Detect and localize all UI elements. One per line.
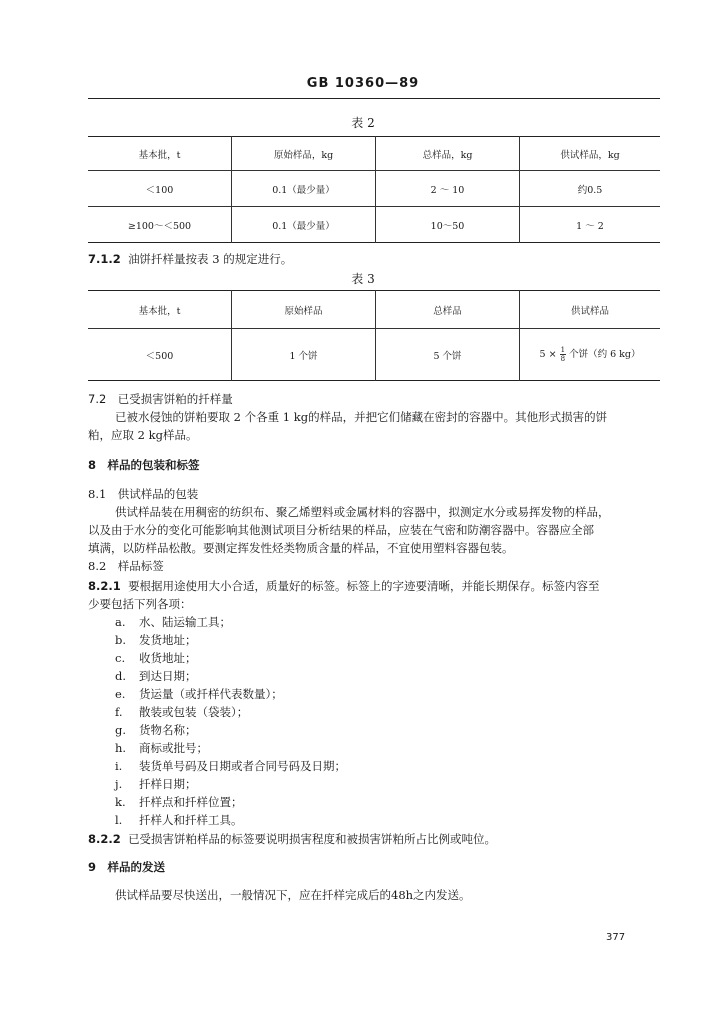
list-label: i. [115,759,123,773]
clause-7-1-2 [88,250,292,268]
table-cell: 1 ～ 2 [520,207,661,243]
list-label: e. [115,687,126,701]
fraction-numerator: 1 [560,346,566,354]
table-cell: 0.1（最少量） [232,207,376,243]
list-text: 到达日期； [139,669,197,683]
list-text: 货运量（或扦样代表数量）； [139,687,283,701]
paragraph-line: 供试样品装在用稠密的纺织布、聚乙烯塑料或金属材料的容器中，拟测定水分或易挥发物的样品， [115,505,610,519]
list-text: 发货地址； [139,633,197,647]
clause-7-2-heading: 7.2 已受损害饼粕的扦样量 [88,392,233,406]
fraction-suffix: 个饼（约 6 kg） [569,349,641,360]
clause-text: 已受损害饼粕样品的标签要说明损害程度和被损害饼粕所占比例或吨位。 [128,832,497,846]
clause-number: 8.2.1 [88,579,121,593]
paragraph-line: 少要包括下列各项： [88,597,192,611]
list-label: h. [115,741,127,755]
fraction-prefix: 5 × [539,349,557,360]
table-row [88,171,660,207]
paragraph-line: 供试样品要尽快送出，一般情况下，应在扦样完成后的48h之内发送。 [115,888,471,902]
paragraph-line: 粕，应取 2 kg样品。 [88,428,198,442]
list-label: c. [115,651,126,665]
header-rule [88,98,660,99]
list-text: 扦样日期； [139,777,197,791]
table-3-header-cell: 原始样品 [232,291,376,329]
table-3-header-cell: 基本批，t [138,305,181,317]
clause-8-1-heading: 8.1 供试样品的包装 [88,487,199,501]
table-cell: 1 个饼 [232,329,376,381]
list-label: a. [115,615,126,629]
table-cell: ＜100 [145,184,174,196]
list-text: 扦样人和扦样工具。 [139,813,243,827]
table-3-header-cell: 总样品 [376,291,520,329]
page-number: 377 [606,932,626,943]
list-label: l. [115,813,123,827]
list-label: b. [115,633,127,647]
clause-8-2-1 [88,577,600,595]
list-label: k. [115,795,126,809]
table-3-caption: 表 3 [351,272,375,286]
clause-8-2-2 [88,830,496,848]
table-3 [88,290,660,381]
table-cell: 5 个饼 [376,329,520,381]
list-item [115,685,283,703]
table-2-header-row [88,137,660,171]
list-label: d. [115,669,127,683]
table-3-header-cell: 供试样品 [520,291,661,329]
list-item [115,721,197,739]
list-label: g. [115,723,127,737]
table-2-header-cell: 原始样品，kg [232,137,376,171]
table-cell: ＜500 [145,350,174,362]
table-2-header-cell: 供试样品，kg [520,137,661,171]
clause-text: 油饼扦样量按表 3 的规定进行。 [128,252,293,266]
list-item [115,775,197,793]
table-cell: 0.1（最少量） [232,171,376,207]
list-label: f. [115,705,123,719]
table-cell: 2 ～ 10 [376,171,520,207]
table-row [88,329,660,381]
table-cell: 约0.5 [520,171,661,207]
list-item [115,649,197,667]
list-text: 散装或包装（袋装）； [139,705,249,719]
list-text: 货物名称； [139,723,197,737]
table-2 [88,136,660,243]
list-item [115,613,231,631]
list-text: 商标或批号； [139,741,208,755]
section-9-heading: 9 样品的发送 [88,860,166,874]
paragraph-line: 要根据用途使用大小合适，质量好的标签。标签上的字迹要清晰，并能长期保存。标签内容至 [128,579,600,593]
fraction-denominator: 8 [560,355,566,363]
table-cell-fraction [520,329,661,381]
page-header: GB 10360—89 [306,76,420,91]
clause-8-2-heading: 8.2 样品标签 [88,559,164,573]
list-text: 装货单号码及日期或者合同号码及日期； [139,759,346,773]
list-item [115,667,197,685]
clause-number: 8.2.2 [88,832,121,846]
table-cell: 10～50 [376,207,520,243]
paragraph-line: 填满，以防样品松散。要测定挥发性烃类物质含量的样品，不宜使用塑料容器包装。 [88,541,514,555]
table-2-header-cell: 基本批，t [138,149,181,161]
list-text: 水、陆运输工具； [139,615,231,629]
paragraph-line: 以及由于水分的变化可能影响其他测试项目分析结果的样品，应装在气密和防潮容器中。容器应全部 [88,523,594,537]
section-8-heading: 8 样品的包装和标签 [88,458,200,472]
list-item [115,793,243,811]
list-item [115,631,197,649]
table-row [88,207,660,243]
table-2-header-cell: 总样品，kg [376,137,520,171]
paragraph-line: 已被水侵蚀的饼粕要取 2 个各重 1 kg的样品，并把它们储藏在密封的容器中。其他形式损害的饼 [115,410,608,424]
clause-number: 7.1.2 [88,252,121,266]
list-item [115,811,243,829]
list-item [115,757,346,775]
table-2-caption: 表 2 [351,116,375,130]
fraction [560,346,566,363]
list-label: j. [115,777,123,791]
list-item [115,739,208,757]
table-cell: ≥100～＜500 [127,220,192,232]
list-item [115,703,248,721]
table-3-header-row [88,291,660,329]
list-text: 扦样点和扦样位置； [139,795,243,809]
list-text: 收货地址； [139,651,197,665]
